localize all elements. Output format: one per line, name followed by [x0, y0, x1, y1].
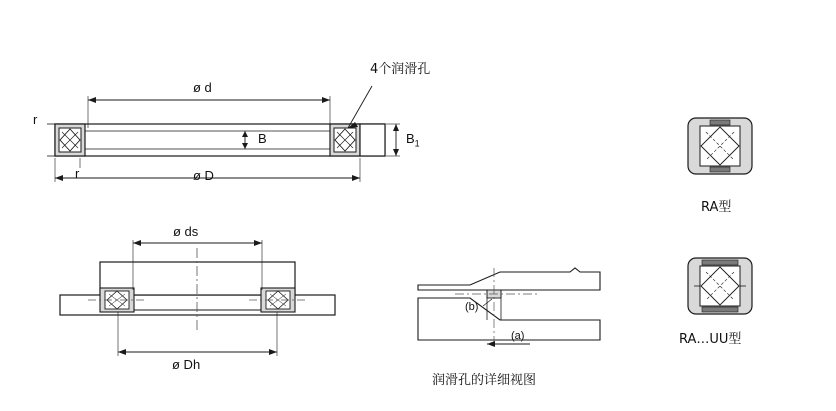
lubrication-hole-detail — [418, 268, 600, 348]
leader-lubrication-holes — [348, 86, 372, 128]
dimension-phi-d — [88, 96, 330, 128]
dimension-B1 — [386, 124, 400, 156]
detail-view-caption: 润滑孔的详细视图 — [432, 373, 537, 388]
top-cross-section — [47, 124, 385, 156]
ra-type-label: RA型 — [701, 200, 732, 215]
ra-type-figure — [688, 118, 752, 174]
label-phi-D: ø D — [193, 168, 214, 183]
label-B1 — [406, 131, 420, 149]
lubrication-holes-callout-label: 4个润滑孔 — [370, 62, 431, 77]
label-phi-Dh: ø Dh — [172, 357, 201, 372]
label-B1-main: B — [406, 131, 415, 146]
label-B: B — [258, 131, 267, 146]
label-phi-ds: ø ds — [173, 224, 199, 239]
label-r-left: r — [33, 112, 38, 127]
ra-uu-type-figure — [688, 258, 752, 314]
label-B1-sub: 1 — [414, 138, 420, 149]
label-detail-b: (b) — [465, 301, 479, 313]
bottom-mounted-section — [60, 248, 335, 330]
label-phi-d: ø d — [193, 80, 212, 95]
label-detail-a: (a) — [511, 330, 525, 342]
ra-uu-type-label: RA…UU型 — [679, 332, 742, 347]
dimension-phi-Dh — [118, 312, 277, 356]
label-r-bottom: r — [75, 166, 80, 181]
